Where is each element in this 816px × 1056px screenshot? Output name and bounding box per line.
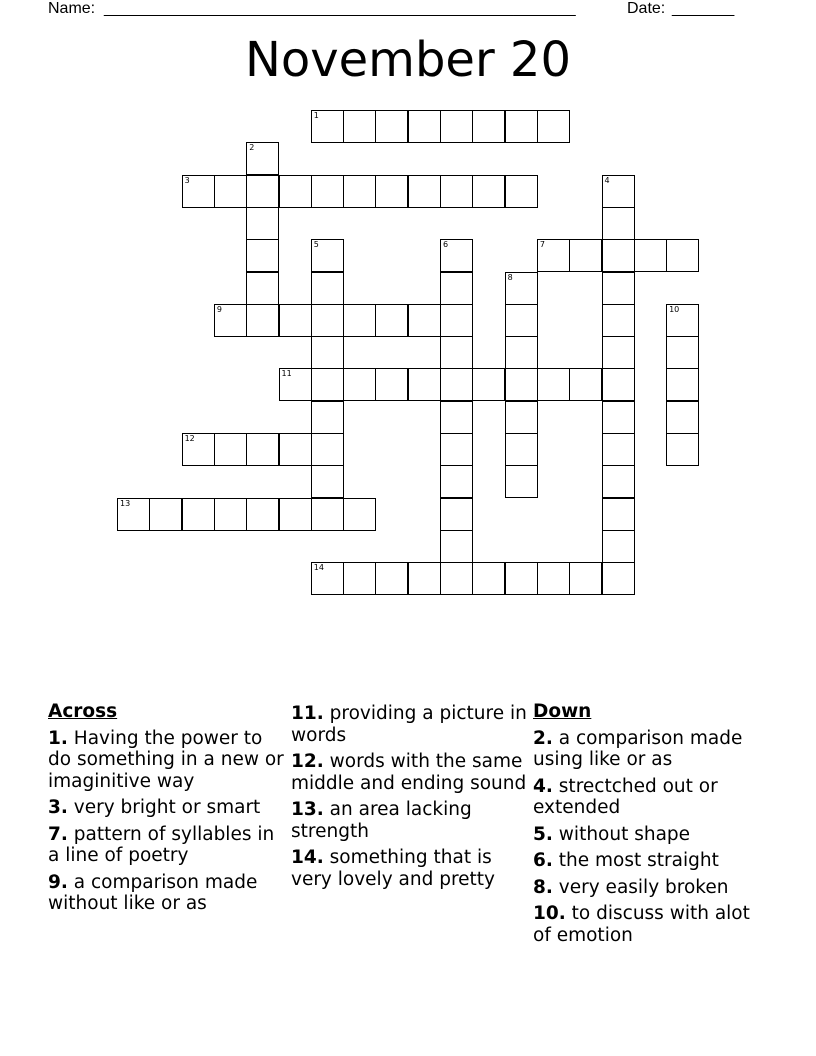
grid-cell[interactable] [537,110,570,143]
grid-cell[interactable] [505,562,538,595]
grid-cell[interactable] [214,433,247,466]
clue-text: words with the same middle and ending sound [291,751,527,794]
grid-cell[interactable] [440,530,473,563]
grid-cell[interactable] [375,368,408,401]
grid-cell[interactable] [666,433,699,466]
grid-cell[interactable] [246,175,279,208]
grid-cell[interactable] [440,401,473,434]
clues-across-continued-column [291,703,531,895]
clue-number: 5. [533,823,553,845]
clue-number: 9. [48,871,68,893]
grid-cell[interactable] [246,272,279,305]
date-field[interactable]: _______ [672,0,735,17]
clue-text: the most straight [558,850,719,871]
grid-cell[interactable] [149,498,182,531]
down-heading: Down [533,701,592,722]
cell-number: 13 [120,498,131,508]
grid-cell[interactable] [602,498,635,531]
grid-cell[interactable] [311,336,344,369]
grid-cell[interactable] [279,498,312,531]
grid-cell[interactable] [440,175,473,208]
clue-number: 8. [533,876,553,898]
clue-down-2 [533,728,773,771]
clue-text: to discuss with alot of emotion [533,903,750,946]
grid-cell[interactable] [440,304,473,337]
clue-text: without shape [558,823,691,845]
grid-cell[interactable] [634,239,667,272]
cell-number: 3 [184,175,190,185]
cell-number: 2 [249,143,255,153]
grid-cell[interactable] [343,498,376,531]
grid-cell[interactable] [666,239,699,272]
grid-cell[interactable] [505,304,538,337]
grid-cell[interactable] [311,272,344,305]
grid-cell[interactable] [440,368,473,401]
grid-cell[interactable] [279,304,312,337]
clue-number: 13. [291,799,324,820]
grid-cell[interactable] [246,239,279,272]
grid-cell[interactable] [343,175,376,208]
grid-cell[interactable] [311,368,344,401]
grid-cell[interactable] [602,368,635,401]
grid-cell[interactable] [505,272,538,305]
grid-cell[interactable] [440,272,473,305]
clue-down-5 [533,824,773,846]
grid-cell[interactable] [408,562,441,595]
cell-number: 11 [281,369,292,379]
grid-cell[interactable] [311,401,344,434]
grid-cell[interactable] [440,336,473,369]
grid-cell[interactable] [440,110,473,143]
grid-cell[interactable] [343,562,376,595]
grid-cell[interactable] [505,110,538,143]
cell-number: 6 [443,240,449,250]
clue-text: a comparison made using like or as [533,727,743,770]
clues-down-column [533,701,773,951]
clue-text: pattern of syllables in a line of poetry [48,823,275,866]
grid-cell[interactable] [246,498,279,531]
grid-cell[interactable] [505,368,538,401]
grid-cell[interactable] [505,401,538,434]
grid-cell[interactable] [375,562,408,595]
grid-cell[interactable] [569,368,602,401]
grid-cell[interactable] [602,401,635,434]
clue-text: very easily broken [558,876,729,898]
grid-cell[interactable] [408,368,441,401]
clue-across-3 [48,797,288,819]
cell-number: 9 [216,304,222,314]
grid-cell[interactable] [602,336,635,369]
grid-cell[interactable] [440,239,473,272]
clue-text: an area lacking strength [291,799,472,842]
clue-number: 14. [291,847,324,868]
grid-cell[interactable] [440,562,473,595]
clue-text: something that is very lovely and pretty [291,847,495,890]
grid-cell[interactable] [246,207,279,240]
grid-cell[interactable] [602,239,635,272]
cell-number: 1 [313,111,319,120]
grid-cell[interactable] [569,239,602,272]
clue-across-9 [48,872,288,915]
clue-down-6 [533,850,773,872]
grid-cell[interactable] [602,562,635,595]
cell-number: 7 [539,240,545,250]
grid-cell[interactable] [279,433,312,466]
clue-number: 10. [533,903,566,924]
grid-cell[interactable] [408,175,441,208]
date-label: Date: [627,0,666,17]
grid-cell[interactable] [182,175,215,208]
grid-cell[interactable] [408,110,441,143]
grid-cell[interactable] [602,207,635,240]
grid-cell[interactable] [311,304,344,337]
grid-cell[interactable] [537,239,570,272]
clue-text: very bright or smart [73,797,261,818]
grid-cell[interactable] [666,368,699,401]
grid-cell[interactable] [602,175,635,208]
grid-cell[interactable] [505,175,538,208]
grid-cell[interactable] [214,304,247,337]
grid-cell[interactable] [472,110,505,143]
grid-cell[interactable] [182,498,215,531]
cell-number: 5 [313,240,319,250]
clue-across-11 [291,703,531,746]
clue-across-1 [48,728,288,793]
grid-cell[interactable] [182,433,215,466]
grid-cell[interactable] [311,175,344,208]
grid-cell[interactable] [472,175,505,208]
clue-number: 7. [48,823,68,845]
clue-number: 6. [533,850,553,871]
grid-cell[interactable] [602,433,635,466]
grid-cell[interactable] [537,368,570,401]
clue-across-12 [291,751,531,794]
grid-cell[interactable] [666,401,699,434]
cell-number: 8 [507,272,513,282]
grid-cell[interactable] [214,175,247,208]
grid-cell[interactable] [343,304,376,337]
grid-cell[interactable] [375,304,408,337]
grid-cell[interactable] [343,368,376,401]
grid-cell[interactable] [602,465,635,498]
grid-cell[interactable] [279,175,312,208]
clue-across-7 [48,824,288,867]
clue-number: 3. [48,797,68,818]
grid-cell[interactable] [311,433,344,466]
grid-cell[interactable] [311,239,344,272]
grid-cell[interactable] [375,175,408,208]
cell-number: 12 [184,434,195,443]
cell-number: 14 [313,563,324,573]
clues-across-column [48,701,288,920]
clue-text: strectched out or extended [533,775,718,818]
cell-number: 4 [604,175,610,185]
grid-cell[interactable] [311,562,344,595]
clue-number: 11. [291,703,324,724]
grid-cell[interactable] [440,498,473,531]
page-title: November 20 [244,32,572,88]
grid-cell[interactable] [311,498,344,531]
name-label: Name: [48,0,96,17]
grid-cell[interactable] [666,336,699,369]
grid-cell[interactable] [246,433,279,466]
clue-text: providing a picture in words [291,703,527,746]
grid-cell[interactable] [375,110,408,143]
grid-cell[interactable] [440,465,473,498]
grid-cell[interactable] [279,368,312,401]
grid-cell[interactable] [569,562,602,595]
clue-down-10 [533,903,773,946]
grid-cell[interactable] [246,142,279,175]
name-field[interactable]: _____________________________________________________ [104,0,576,17]
cell-number: 10 [669,304,680,314]
clue-number: 2. [533,727,553,749]
clue-number: 1. [48,727,68,749]
grid-cell[interactable] [666,304,699,337]
grid-cell[interactable] [117,498,150,531]
clue-number: 12. [291,751,324,772]
grid-cell[interactable] [472,368,505,401]
grid-cell[interactable] [214,498,247,531]
clue-text: Having the power to do something in a new or imaginitive way [48,727,284,792]
clue-text: a comparison made without like or as [48,871,258,914]
grid-cell[interactable] [440,433,473,466]
clue-down-4 [533,776,773,819]
grid-cell[interactable] [505,433,538,466]
grid-cell[interactable] [505,465,538,498]
grid-cell[interactable] [343,110,376,143]
clue-number: 4. [533,775,553,797]
grid-cell[interactable] [602,530,635,563]
grid-cell[interactable] [311,465,344,498]
grid-cell[interactable] [408,304,441,337]
grid-cell[interactable] [505,336,538,369]
clue-across-13 [291,799,531,842]
grid-cell[interactable] [246,304,279,337]
grid-cell[interactable] [311,110,344,143]
grid-cell[interactable] [602,304,635,337]
grid-cell[interactable] [602,272,635,305]
clue-across-14 [291,847,531,890]
across-heading: Across [48,701,118,722]
grid-cell[interactable] [537,562,570,595]
grid-cell[interactable] [472,562,505,595]
clue-down-8 [533,877,773,899]
